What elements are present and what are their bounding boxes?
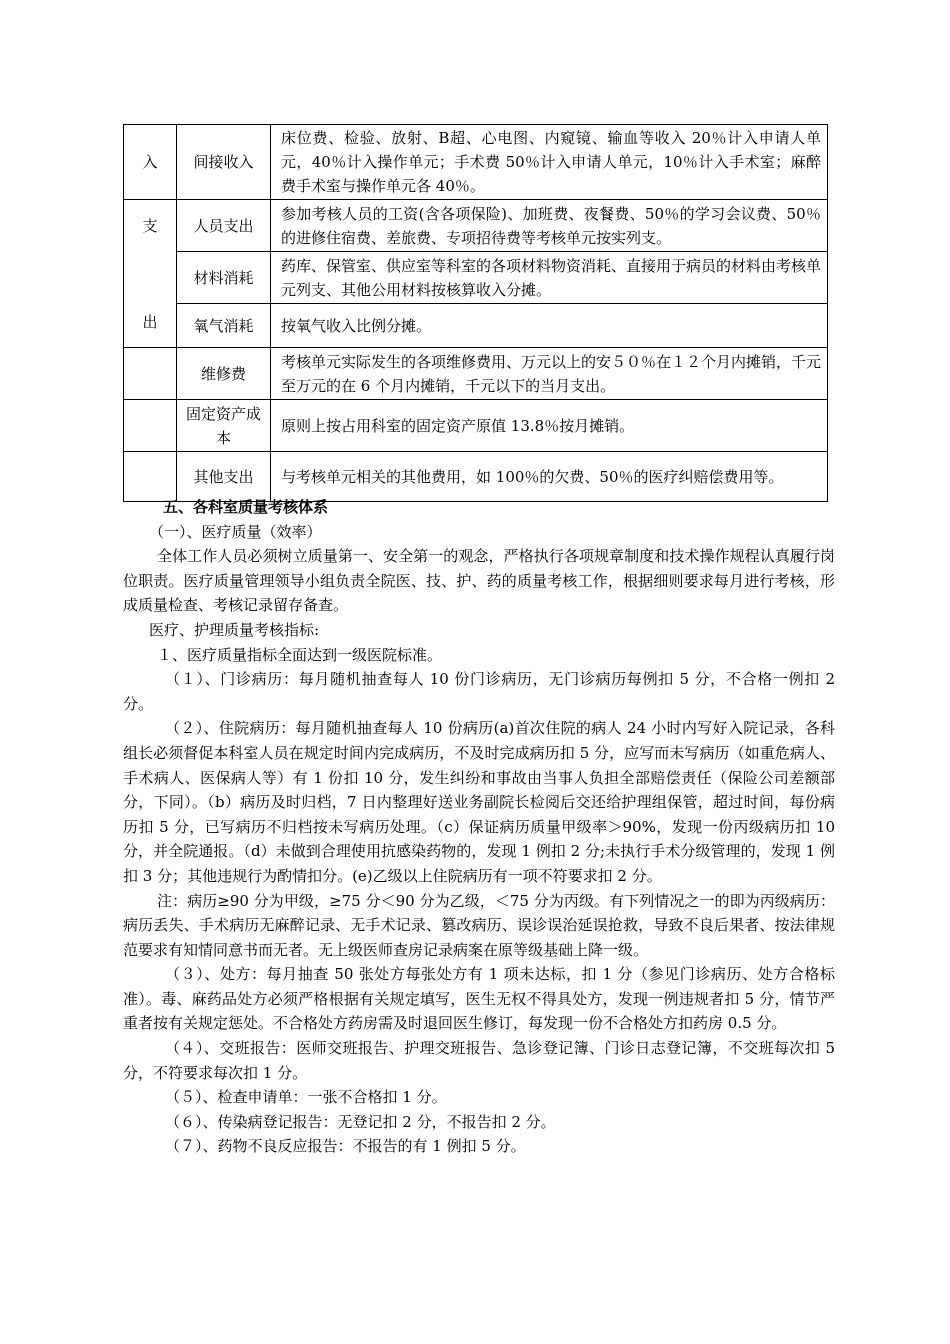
row-description: 按氧气收入比例分摊。 xyxy=(271,304,828,348)
list-item: （７）、药物不良反应报告：不报告的有 1 例扣 5 分。 xyxy=(165,1137,526,1156)
note-paragraph: 注：病历≥90 分为甲级，≥75 分＜90 分为乙级，＜75 分为丙级。有下列情况之一的即为丙级病历：病历丢失、手术病历无麻醉记录、无手术记录、篡改病历、误诊误治延误抢救，导致不良后果者、按法律规范要求有知情同意书而无者。无上级医师查房记录病案在原等级基础上降一级。 xyxy=(123,891,835,959)
list-item: （４）、交班报告：医师交班报告、护理交班报告、急诊登记簿、门诊日志登记簿，不交班每次扣 5 分，不符要求每次扣 1 分。 xyxy=(123,1039,835,1082)
row-description: 原则上按占用科室的固定资产原值 13.8％按月摊销。 xyxy=(271,400,828,452)
subsection-heading: （一）、医疗质量（效率） xyxy=(149,522,322,541)
cost-allocation-table xyxy=(123,124,828,502)
row-label: 其他支出 xyxy=(177,452,271,502)
table-row xyxy=(124,400,828,452)
row-description: 考核单元实际发生的各项维修费用、万元以上的安５０％在１２个月内摊销，千元至万元的在 6 个月内摊销，千元以下的当月支出。 xyxy=(271,348,828,400)
row-description: 药库、保管室、供应室等科室的各项材料物资消耗、直接用于病员的材料由考核单元列支、其他公用材料按核算收入分摊。 xyxy=(271,252,828,304)
section-heading: 五、各科室质量考核体系 xyxy=(163,498,329,516)
paragraph: 医疗、护理质量考核指标: xyxy=(149,620,320,639)
income-category-cell: 入 xyxy=(124,125,177,200)
expense-category-cell xyxy=(124,200,177,348)
row-description: 床位费、检验、放射、B超、心电图、内窥镜、输血等收入 20％计入申请人单元，40％计入操作单元；手术费 50％计入申请人单元，10％计入手术室；麻醉费手术室与操作单元各 40％。 xyxy=(271,125,828,200)
list-item: （５）、检查申请单：一张不合格扣 1 分。 xyxy=(165,1088,447,1107)
body-text xyxy=(123,495,835,1159)
blank-category-cell xyxy=(124,348,177,400)
row-description: 与考核单元相关的其他费用，如 100％的欠费、50％的医疗纠赔偿费用等。 xyxy=(271,452,828,502)
table-row xyxy=(124,200,828,252)
table-row xyxy=(124,304,828,348)
list-item: （３）、处方：每月抽查 50 张处方每张处方有 1 项未达标，扣 1 分（参见门诊病历、处方合格标准）。毒、麻药品处方必须严格根据有关规定填写，医生无权不得具处方，发现一例违规者扣 5 分，情节严重者按有关规定惩处。不合格处方药房需及时退回医生修订，每发现一份不合格处方扣药房 0.5 分。 xyxy=(123,965,835,1033)
list-item: １、医疗质量指标全面达到一级医院标准。 xyxy=(157,645,443,664)
row-label: 间接收入 xyxy=(177,125,271,200)
row-label: 固定资产成本 xyxy=(177,400,271,452)
row-description: 参加考核人员的工资(含各项保险)、加班费、夜餐费、50％的学习会议费、50％的进修住宿费、差旅费、专项招待费等考核单元按实列支。 xyxy=(271,200,828,252)
row-label: 材料消耗 xyxy=(177,252,271,304)
list-item: （２）、住院病历：每月随机抽查每人 10 份病历(a)首次住院的病人 24 小时内写好入院记录，各科组长必须督促本科室人员在规定时间内完成病历，不及时完成病历扣 5 分，应写而未写病历（如重危病人、手术病人、医保病人等）有 1 份扣 10 分，发生纠纷和事故由当事人负担全部赔偿责任（保险公司差额部分，下同）。（b）病历及时归档，7 日内整理好送业务副院长检阅后交还给护理组保管，超过时间，每份病历扣 5 分，已写病历不归档按未写病历处理。（c）保证病历质量甲级率＞90%，发现一份丙级病历扣 10 分，并全院通报。（d）未做到合理使用抗感染药物的，发现 1 例扣 2 分;未执行手术分级管理的，发现 1 例扣 3 分；其他违规行为酌情扣分。(e)乙级以上住院病历有一项不符要求扣 2 分。 xyxy=(123,719,835,885)
row-label: 人员支出 xyxy=(177,200,271,252)
row-label: 维修费 xyxy=(177,348,271,400)
table-row xyxy=(124,348,828,400)
expense-category-char: 支 xyxy=(142,216,158,235)
blank-category-cell xyxy=(124,452,177,502)
list-item: （１）、门诊病历：每月随机抽查每人 10 份门诊病历，无门诊病历每例扣 5 分，不合格一例扣 2 分。 xyxy=(123,670,835,713)
expense-category-char: 出 xyxy=(142,312,158,331)
table-row xyxy=(124,252,828,304)
table-row xyxy=(124,452,828,502)
list-item: （６）、传染病登记报告：无登记扣 2 分，不报告扣 2 分。 xyxy=(165,1112,556,1131)
paragraph: 全体工作人员必须树立质量第一、安全第一的观念，严格执行各项规章制度和技术操作规程认真履行岗位职责。医疗质量管理领导小组负责全院医、技、护、药的质量考核工作，根据细则要求每月进行考核，形成质量检查、考核记录留存备查。 xyxy=(123,547,835,615)
blank-category-cell xyxy=(124,400,177,452)
row-label: 氧气消耗 xyxy=(177,304,271,348)
table-row xyxy=(124,125,828,200)
